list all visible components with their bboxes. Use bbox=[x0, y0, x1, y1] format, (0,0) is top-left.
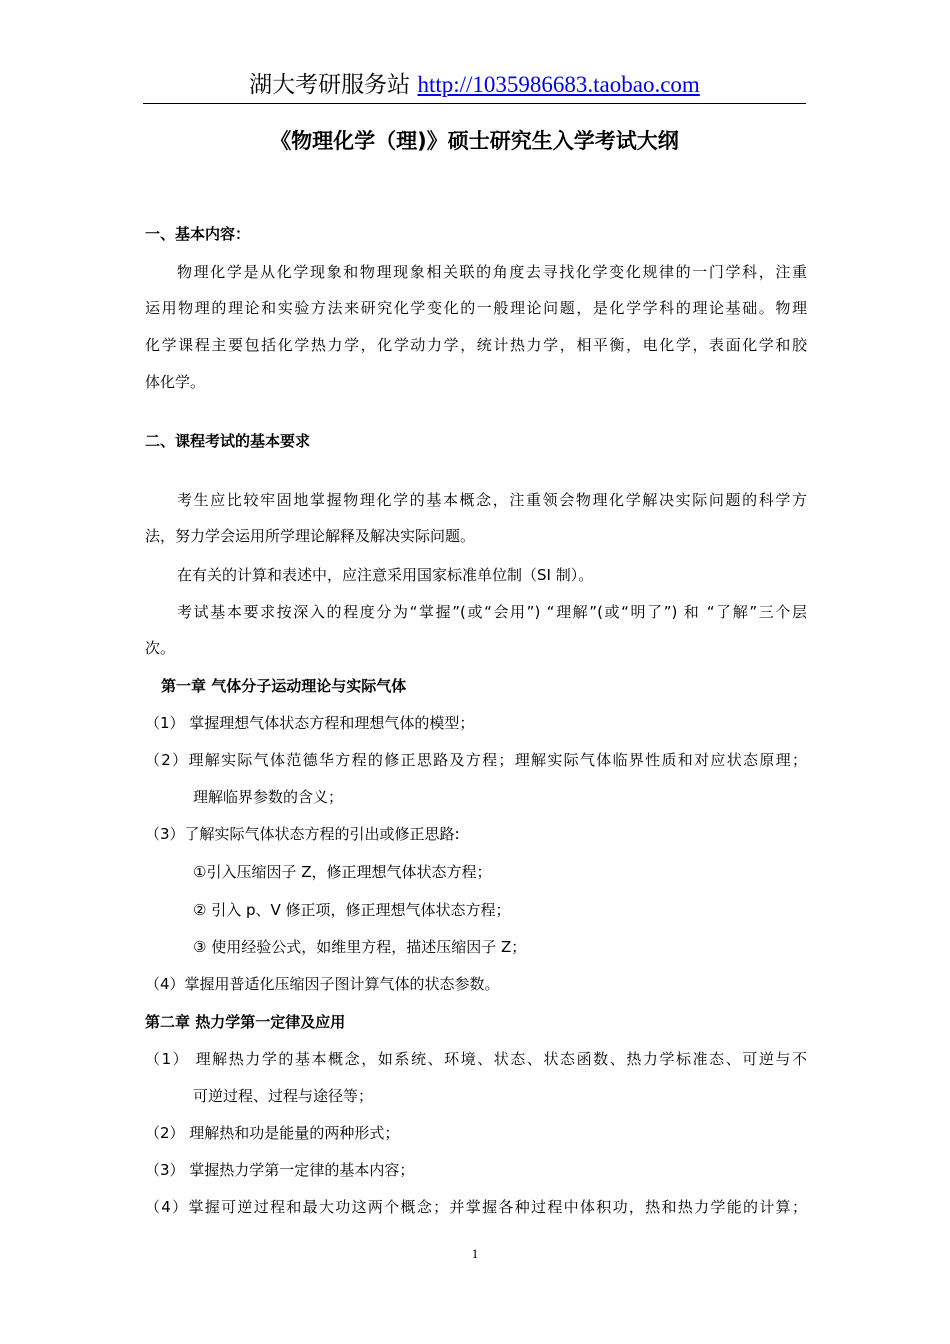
chapter-1-item-4: （4）掌握用普适化压缩因子图计算气体的状态参数。 bbox=[145, 975, 500, 993]
chapter-1-item-2: （2）理解实际气体范德华方程的修正思路及方程；理解实际气体临界性质和对应状态原理； bbox=[145, 751, 807, 769]
header-divider bbox=[143, 103, 806, 104]
section-1-heading: 一、基本内容： bbox=[145, 225, 251, 243]
chapter-2-item-1-cont: 可逆过程、过程与途径等； bbox=[193, 1087, 374, 1105]
chapter-2-item-2: （2） 理解热和功是能量的两种形式； bbox=[145, 1124, 400, 1142]
chapter-1-item-2-cont: 理解临界参数的含义； bbox=[193, 788, 344, 806]
section-1-line-1: 物理化学是从化学现象和物理现象相关联的角度去寻找化学变化规律的一门学科，注重 bbox=[177, 263, 807, 281]
chapter-1-item-3: （3）了解实际气体状态方程的引出或修正思路: bbox=[145, 825, 460, 843]
section-1-line-3: 化学课程主要包括化学热力学，化学动力学，统计热力学，相平衡，电化学，表面化学和胶 bbox=[145, 336, 807, 354]
section-2-line-5: 次。 bbox=[145, 639, 176, 657]
section-2-heading: 二、课程考试的基本要求 bbox=[145, 432, 311, 450]
chapter-2-item-3: （3） 掌握热力学第一定律的基本内容； bbox=[145, 1161, 415, 1179]
chapter-1-heading: 第一章 气体分子运动理论与实际气体 bbox=[161, 677, 407, 695]
chapter-1-item-3-sub-3: ③ 使用经验公式，如维里方程，描述压缩因子 Z； bbox=[193, 938, 527, 956]
page-number: 1 bbox=[471, 1246, 479, 1261]
document-title: 《物理化学（理)》硕士研究生入学考试大纲 bbox=[270, 129, 679, 153]
chapter-2-item-1: （1） 理解热力学的基本概念，如系统、环境、状态、状态函数、热力学标准态、可逆与不 bbox=[145, 1050, 807, 1068]
header-site-name: 湖大考研服务站 bbox=[249, 72, 418, 98]
chapter-1-item-3-sub-2: ② 引入 p、V 修正项，修正理想气体状态方程； bbox=[193, 901, 511, 919]
header-url-link[interactable]: http://1035986683.taobao.com bbox=[417, 72, 700, 97]
section-1-line-4: 体化学。 bbox=[145, 373, 206, 391]
section-1-line-2: 运用物理的理论和实验方法来研究化学变化的一般理论问题，是化学学科的理论基础。物理 bbox=[145, 299, 807, 317]
section-2-line-3: 在有关的计算和表述中，应注意采用国家标准单位制（SI 制）。 bbox=[177, 566, 594, 584]
section-2-line-4: 考试基本要求按深入的程度分为“掌握”(或“会用”) “理解”(或“明了”) 和 “了解”三个层 bbox=[177, 603, 807, 621]
section-2-line-1: 考生应比较牢固地掌握物理化学的基本概念，注重领会物理化学解决实际问题的科学方 bbox=[177, 491, 807, 509]
page-header bbox=[143, 70, 806, 104]
section-2-line-2: 法，努力学会运用所学理论解释及解决实际问题。 bbox=[145, 527, 476, 545]
chapter-2-heading: 第二章 热力学第一定律及应用 bbox=[145, 1013, 346, 1031]
chapter-1-item-1: （1） 掌握理想气体状态方程和理想气体的模型； bbox=[145, 714, 475, 732]
chapter-1-item-3-sub-1: ①引入压缩因子 Z，修正理想气体状态方程； bbox=[193, 863, 492, 881]
chapter-2-item-4: （4）掌握可逆过程和最大功这两个概念；并掌握各种过程中体积功，热和热力学能的计算； bbox=[145, 1198, 807, 1216]
